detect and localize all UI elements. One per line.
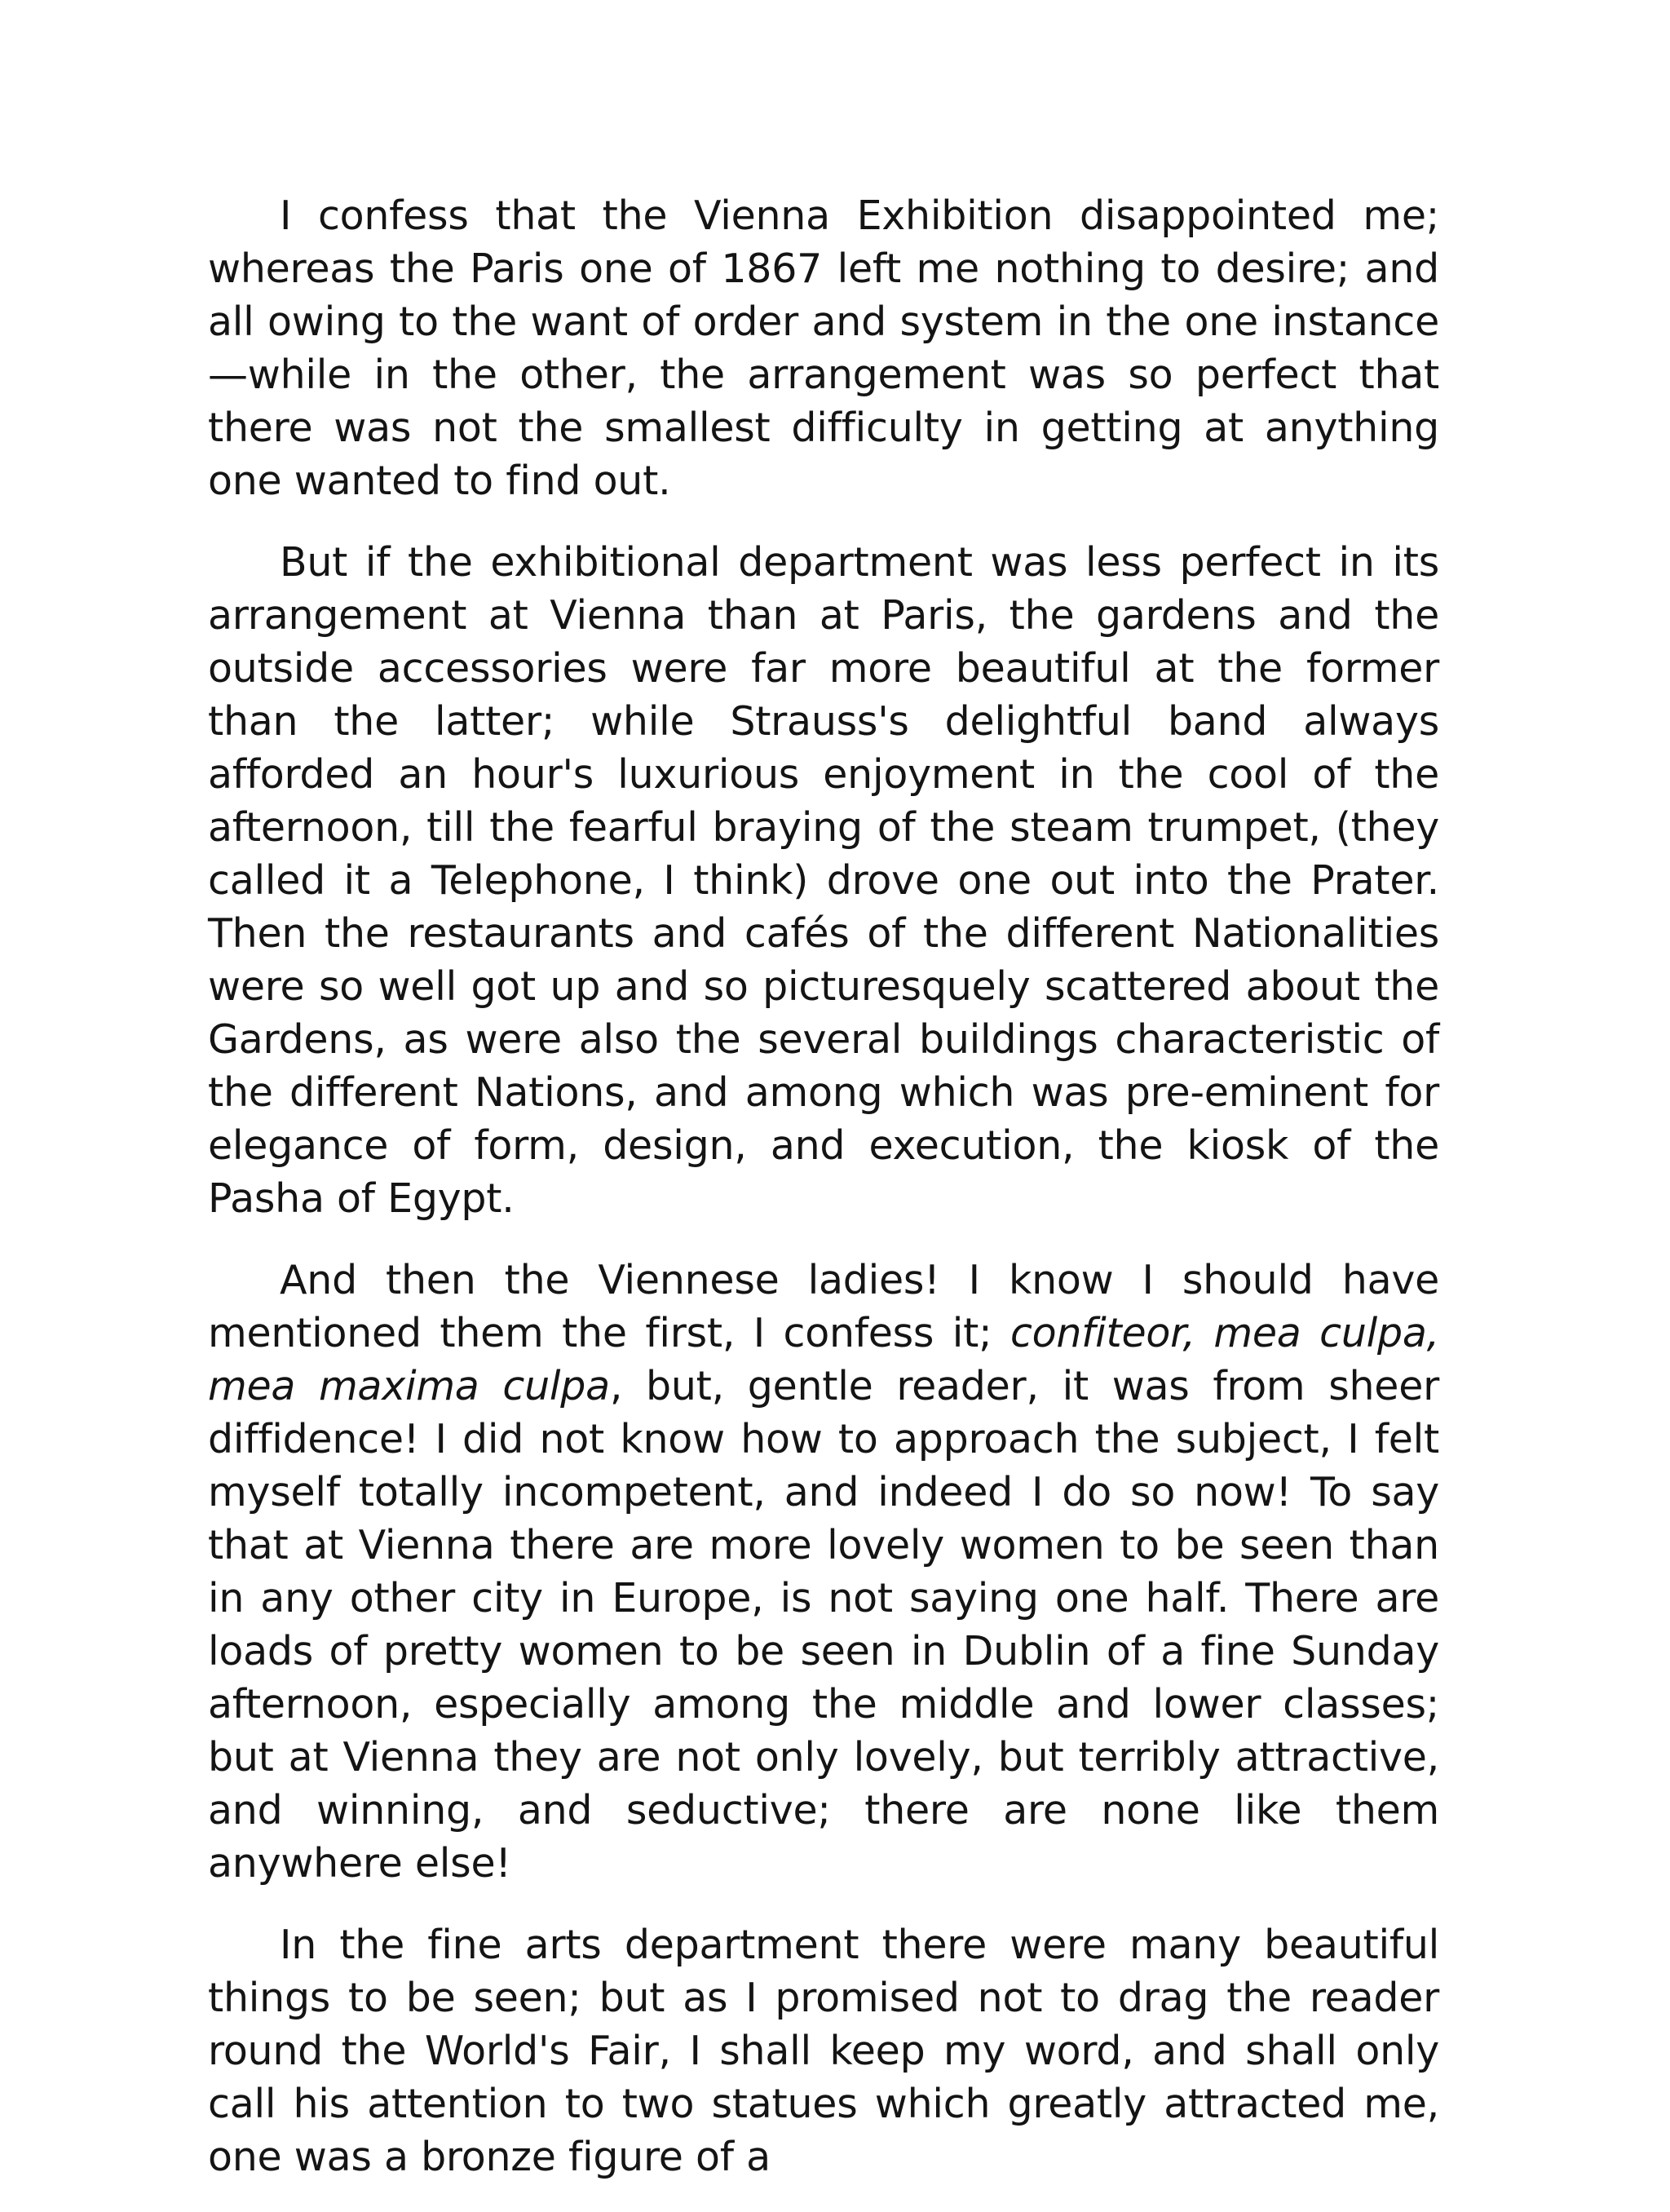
paragraph-3-text-start: And then the Viennese ladies! I know I should have mentioned them the first, I confess it; <box>208 1257 1439 1356</box>
paragraph-4: In the fine arts department there were many beautiful things to be seen; but as I promised not to drag the reader round the World's Fair, I shall keep my word, and shall only call his attention to two statues which greatly attracted me, one was a bronze figure of a <box>208 1922 1439 2180</box>
paragraph-3-text-end: , but, gentle reader, it was from sheer diffidence! I did not know how to approach the subject, I felt myself totally incompetent, and indeed I do so now! To say that at Vienna there are more lovely women to be seen than in any other city in Europe, is not saying one half. There are loads of pretty women to be seen in Dublin of a fine Sunday afternoon, especially among the middle and lower classes; but at Vienna they are not only lovely, but terribly attractive, and winning, and seductive; there are none like them anywhere else! <box>208 1363 1439 1887</box>
body-text <box>208 189 1439 2212</box>
paragraph-1: I confess that the Vienna Exhibition disappointed me; whereas the Paris one of 1867 left me nothing to desire; and all owing to the want of order and system in the one instance—while in the other, the arrangement was so perfect that there was not the smallest difficulty in getting at anything one wanted to find out. <box>208 192 1439 504</box>
paragraph-2: But if the exhibitional department was less perfect in its arrangement at Vienna than at Paris, the gardens and the outside accessories were far more beautiful at the former than the latter; while Strauss's delightful band always afforded an hour's luxurious enjoyment in the cool of the afternoon, till the fearful braying of the steam trumpet, (they called it a Telephone, I think) drove one out into the Prater. Then the restaurants and cafés of the different Nationalities were so well got up and so picturesquely scattered about the Gardens, as were also the several buildings characteristic of the different Nations, and among which was pre-eminent for elegance of form, design, and execution, the kiosk of the Pasha of Egypt. <box>208 539 1439 1222</box>
paragraph-3 <box>208 1254 1439 1890</box>
latin-phrase: confiteor, mea culpa, mea maxima culpa <box>208 1310 1439 1409</box>
